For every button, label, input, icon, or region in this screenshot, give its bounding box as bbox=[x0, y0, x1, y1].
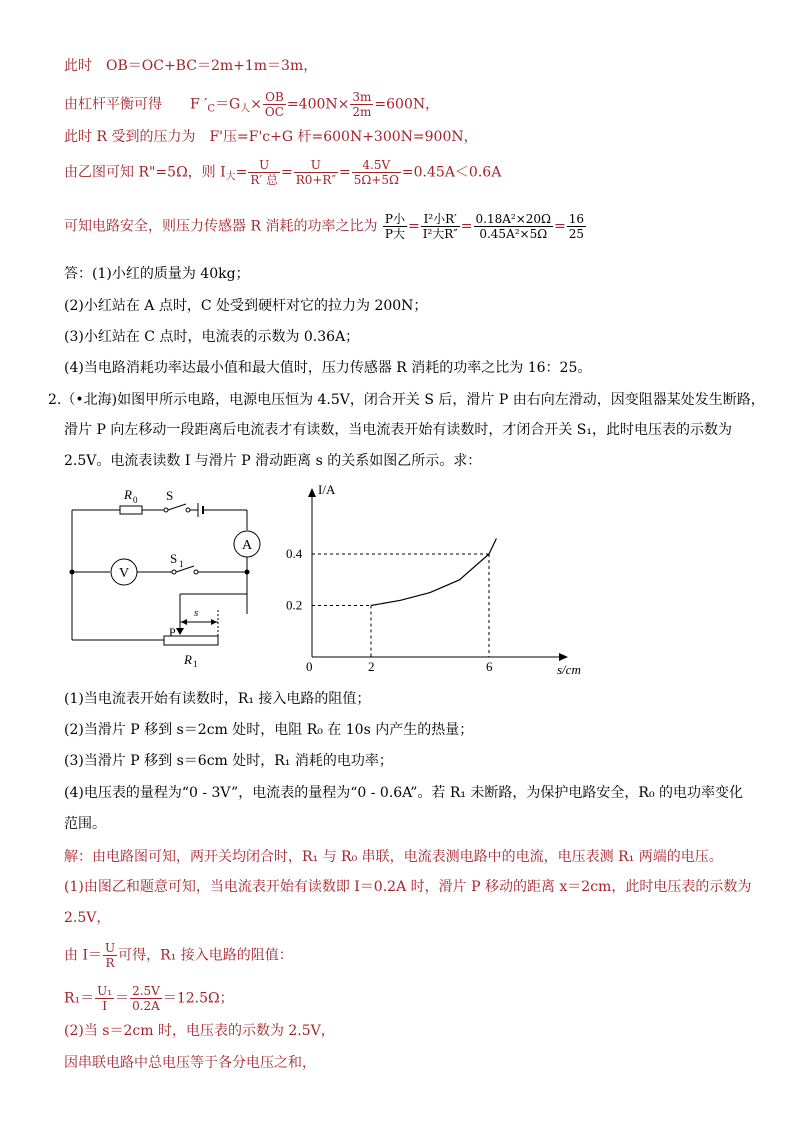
fraction bbox=[130, 984, 162, 1013]
solution-line: (2)当 s＝2cm 时，电压表的示数为 2.5V， bbox=[64, 1023, 335, 1039]
current-curve bbox=[371, 539, 496, 606]
question-line: (4)电压表的量程为“0 - 3V”，电流表的量程为“0 - 0.6A”。若 R₁ 未断路，为保护电路安全，R₀ 的电功率变化 bbox=[64, 785, 744, 801]
answer-line: (2)小红站在 A 点时，C 处受到硬杆对它的拉力为 200N； bbox=[64, 298, 428, 314]
solution-line bbox=[64, 941, 293, 970]
y-tick-label: 0.2 bbox=[286, 597, 303, 613]
denominator: R bbox=[105, 956, 115, 970]
fraction bbox=[567, 212, 586, 241]
solution-line bbox=[64, 984, 234, 1013]
text: 由 I＝ bbox=[64, 947, 102, 964]
solution-line: 因串联电路中总电压等于各分电压之和， bbox=[64, 1055, 316, 1071]
denominator: R0+R″ bbox=[295, 173, 336, 187]
denominator: 25 bbox=[568, 227, 585, 241]
fraction bbox=[383, 212, 407, 241]
numerator: 16 bbox=[568, 212, 585, 226]
x-tick-label: 6 bbox=[486, 659, 493, 674]
question-line: (1)当电流表开始有读数时，R₁ 接入电路的阻值； bbox=[64, 691, 371, 707]
y-axis-label: I/A bbox=[318, 482, 336, 497]
question-line: (2)当滑片 P 移到 s＝2cm 处时，电阻 R₀ 在 10s 内产生的热量； bbox=[64, 722, 474, 738]
text: × bbox=[250, 96, 262, 113]
solution-line: 此时 R 受到的压力为 F'压=F'c+G 杆=600N+300N=900N， bbox=[64, 129, 478, 145]
switch-s-label: S bbox=[166, 488, 174, 503]
fraction bbox=[248, 158, 280, 187]
numerator: 0.18A²×20Ω bbox=[475, 212, 551, 226]
switch-s1-sub: 1 bbox=[179, 559, 184, 569]
denominator: 0.2A bbox=[132, 999, 160, 1013]
fraction bbox=[350, 90, 373, 119]
solution-line: 此时 OB＝OC+BC＝2m+1m＝3m， bbox=[64, 58, 318, 74]
fraction bbox=[352, 158, 401, 187]
text: 可知电路安全，则压力传感器 R 消耗的功率之比为 bbox=[64, 218, 378, 235]
fraction bbox=[103, 941, 117, 970]
text: 由杠杆平衡可得 F ′ bbox=[64, 96, 208, 113]
r1-sub: 1 bbox=[193, 659, 198, 669]
current-distance-chart bbox=[280, 478, 600, 676]
numerator: I²小R′ bbox=[421, 212, 460, 227]
denominator: OC bbox=[264, 105, 284, 119]
denominator: P大 bbox=[384, 227, 405, 241]
question-line: 范围。 bbox=[64, 816, 106, 832]
circuit-diagram bbox=[60, 482, 270, 672]
r0-sub: 0 bbox=[133, 495, 138, 505]
x-axis-label: s/cm bbox=[557, 662, 581, 676]
text: ＝ bbox=[115, 990, 130, 1007]
numerator: U bbox=[104, 941, 116, 955]
numerator: U₁ bbox=[97, 984, 113, 998]
numerator: 4.5V bbox=[352, 158, 401, 173]
problem-line: 滑片 P 向左移动一段距离后电流表才有读数，当电流表开始有读数时，才闭合开关 S₁，此时电压表的示数为 bbox=[64, 422, 732, 438]
subscript: 人 bbox=[240, 103, 251, 115]
y-tick-label: 0.4 bbox=[286, 546, 303, 561]
fraction bbox=[421, 212, 460, 241]
ammeter-symbol: A bbox=[242, 538, 253, 553]
fraction bbox=[263, 90, 286, 119]
solution-line: 2.5V， bbox=[64, 910, 111, 926]
denominator: I²大R″ bbox=[422, 227, 458, 241]
text: 可得，R₁ 接入电路的阻值： bbox=[118, 947, 293, 964]
numerator: 2.5V bbox=[132, 984, 160, 998]
numerator: U bbox=[248, 158, 280, 173]
voltmeter-symbol: V bbox=[119, 566, 130, 581]
x-tick-label: 0 bbox=[306, 659, 313, 674]
text: ＝12.5Ω； bbox=[162, 990, 234, 1007]
denominator: 5Ω+5Ω bbox=[353, 173, 399, 187]
denominator: 2m bbox=[352, 105, 372, 119]
question-line: (3)当滑片 P 移到 s＝6cm 处时，R₁ 消耗的电功率； bbox=[64, 753, 393, 769]
text: =0.45A＜0.6A bbox=[401, 164, 502, 181]
subscript: C bbox=[207, 103, 215, 115]
solution-line bbox=[64, 90, 439, 120]
text: 由乙图可知 R"=5Ω，则 I bbox=[64, 164, 226, 181]
fraction bbox=[95, 984, 114, 1013]
solution-line: 解：由电路图可知，两开关均闭合时，R₁ 与 R₀ 串联，电流表测电路中的电流，电压表测 R₁ 两端的电压。 bbox=[64, 849, 723, 865]
solution-line: 可知电路安全，则压力传感器 R 消耗的功率之比为 $\frac{\text{P小}}{\text{P大}}$ = $\frac{\text{I²小R′}}{\text{I²大R″}}$ = $\frac{\text{0.18A²×20Ω}}{\text{0.45A²×5Ω}}$ = $\frac{16}{25}$ bbox=[64, 212, 585, 241]
answer-line: (4)当电路消耗功率达最小值和最大值时，压力传感器 R 消耗的功率之比为 16：25。 bbox=[64, 360, 592, 376]
solution-line: (1)由图乙和题意可知，当电流表开始有读数即 I＝0.2A 时，滑片 P 移动的距离 x＝2cm，此时电压表的示数为 bbox=[64, 879, 752, 895]
fraction bbox=[294, 158, 338, 187]
answer-line: (3)小红站在 C 点时，电流表的示数为 0.36A； bbox=[64, 329, 360, 345]
numerator: U bbox=[294, 158, 338, 173]
r1-label: R bbox=[184, 652, 192, 667]
text: R₁＝ bbox=[64, 990, 95, 1007]
x-tick-label: 2 bbox=[368, 659, 375, 674]
subscript: 大 bbox=[225, 171, 236, 183]
answer-line: 答：(1)小红的质量为 40kg； bbox=[64, 266, 250, 282]
denominator: I bbox=[102, 999, 107, 1013]
fraction bbox=[474, 212, 553, 241]
numerator: 3m bbox=[352, 90, 372, 104]
denominator: 0.45A²×5Ω bbox=[479, 227, 548, 241]
r0-label: R bbox=[124, 487, 132, 502]
switch-s1-label: S bbox=[170, 551, 178, 566]
denominator: R′ 总 bbox=[250, 173, 278, 187]
text: =400N× bbox=[286, 96, 350, 113]
distance-s-label: s bbox=[194, 607, 199, 619]
text: ＝G bbox=[215, 96, 241, 113]
numerator: OB bbox=[263, 90, 286, 105]
problem-line: 2.（•北海)如图甲所示电路，电源电压恒为 4.5V，闭合开关 S 后，滑片 P 由右向左滑动，因变阻器某处发生断路， bbox=[48, 392, 765, 408]
solution-line: 由乙图可知 R"=5Ω，则 $I_大=$ $\frac{U}{\text{R′ 总}}$ = $\frac{U}{R0+R''}$ = $\frac{4.5V}{5\Omega+5\Omega}$ =0.45A＜0.6A bbox=[64, 158, 502, 187]
numerator: P小 bbox=[384, 212, 405, 226]
text: =600N， bbox=[374, 96, 440, 113]
slider-p-label: P bbox=[169, 625, 176, 639]
problem-line: 2.5V。电流表读数 I 与滑片 P 滑动距离 s 的关系如图乙所示。求： bbox=[64, 453, 482, 469]
